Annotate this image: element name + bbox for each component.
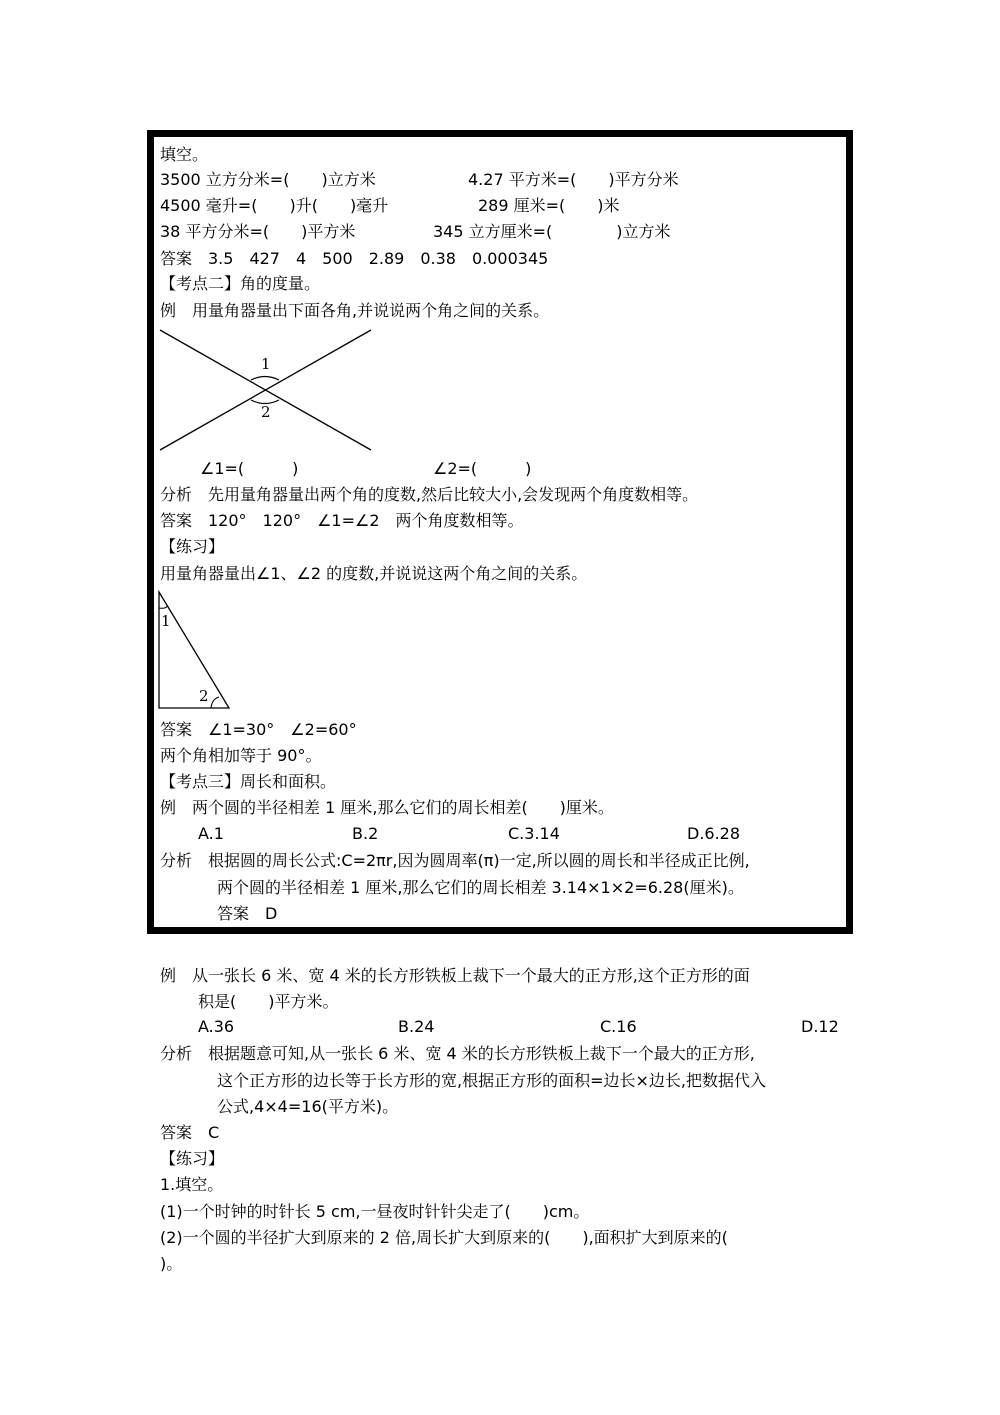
answer-conversions: 答案 3.5 427 4 500 2.89 0.38 0.000345	[160, 249, 549, 268]
option-a-2: A.36	[198, 1017, 235, 1036]
triangle-angle-1-arc	[159, 606, 167, 608]
answer-circle: 答案 D	[217, 904, 278, 923]
option-c-2: C.16	[600, 1017, 637, 1036]
practice-heading-1: 【练习】	[160, 537, 225, 556]
question-1-1: (1)一个时钟的时针长 5 cm,一昼夜时针针尖走了( )cm。	[160, 1202, 590, 1221]
option-d: D.6.28	[687, 824, 741, 843]
answer-angle: 答案 120° 120° ∠1=∠2 两个角度数相等。	[160, 511, 524, 530]
conversion-4: 289 厘米=( )米	[478, 196, 620, 215]
right-triangle-figure	[155, 588, 235, 713]
conversion-1: 3500 立方分米=( )立方米	[160, 170, 376, 189]
analysis-angle: 分析 先用量角器量出两个角的度数,然后比较大小,会发现两个角度数相等。	[160, 485, 699, 504]
example-square-1: 例 从一张长 6 米、宽 4 米的长方形铁板上裁下一个最大的正方形,这个正方形的面	[160, 966, 750, 985]
option-c: C.3.14	[508, 824, 560, 843]
analysis-square-1: 分析 根据题意可知,从一张长 6 米、宽 4 米的长方形铁板上裁下一个最大的正方形,	[160, 1044, 755, 1063]
angle-1-arc	[251, 377, 279, 381]
triangle-angle-2-arc	[211, 697, 219, 708]
fill-title: 填空。	[160, 145, 209, 164]
option-d-2: D.12	[801, 1017, 839, 1036]
practice-question-1: 用量角器量出∠1、∠2 的度数,并说说这两个角之间的关系。	[160, 564, 588, 583]
triangle-angle-1-label: 1	[161, 612, 171, 630]
answer-triangle: 答案 ∠1=30° ∠2=60°	[160, 720, 357, 739]
analysis-circle-1: 分析 根据圆的周长公式:C=2πr,因为圆周率(π)一定,所以圆的周长和半径成正比例,	[160, 851, 750, 870]
conversion-5: 38 平方分米=( )平方米	[160, 222, 356, 241]
conversion-2: 4.27 平方米=( )平方分米	[468, 170, 679, 189]
example-circle: 例 两个圆的半径相差 1 厘米,那么它们的周长相差( )厘米。	[160, 798, 614, 817]
conversion-3: 4500 毫升=( )升( )毫升	[160, 196, 389, 215]
answer-triangle-relation: 两个角相加等于 90°。	[160, 746, 322, 765]
practice-heading-2: 【练习】	[160, 1149, 225, 1168]
crossing-lines-figure	[155, 325, 375, 455]
angle-2-blank: ∠2=( )	[433, 459, 532, 478]
angle-2-label: 2	[261, 403, 271, 421]
question-1-2-line-2: )。	[160, 1254, 183, 1273]
example-square-2: 积是( )平方米。	[198, 992, 339, 1011]
option-b-2: B.24	[398, 1017, 435, 1036]
kaodian-2-heading: 【考点二】角的度量。	[160, 274, 321, 293]
angle-1-label: 1	[261, 355, 271, 373]
option-a: A.1	[198, 824, 224, 843]
example-angle: 例 用量角器量出下面各角,并说说两个角之间的关系。	[160, 301, 550, 320]
kaodian-3-heading: 【考点三】周长和面积。	[160, 772, 337, 791]
conversion-6: 345 立方厘米=( )立方米	[433, 222, 671, 241]
analysis-square-2: 这个正方形的边长等于长方形的宽,根据正方形的面积=边长×边长,把数据代入	[217, 1071, 766, 1090]
angle-1-blank: ∠1=( )	[200, 459, 299, 478]
option-b: B.2	[352, 824, 379, 843]
triangle-angle-2-label: 2	[199, 687, 209, 705]
analysis-circle-2: 两个圆的半径相差 1 厘米,那么它们的周长相差 3.14×1×2=6.28(厘米)。	[217, 878, 744, 897]
analysis-square-3: 公式,4×4=16(平方米)。	[217, 1097, 399, 1116]
question-1-2-line-1: (2)一个圆的半径扩大到原来的 2 倍,周长扩大到原来的( ),面积扩大到原来的(	[160, 1228, 728, 1247]
triangle	[159, 592, 229, 708]
answer-square: 答案 C	[160, 1123, 220, 1142]
question-1-title: 1.填空。	[160, 1175, 224, 1194]
